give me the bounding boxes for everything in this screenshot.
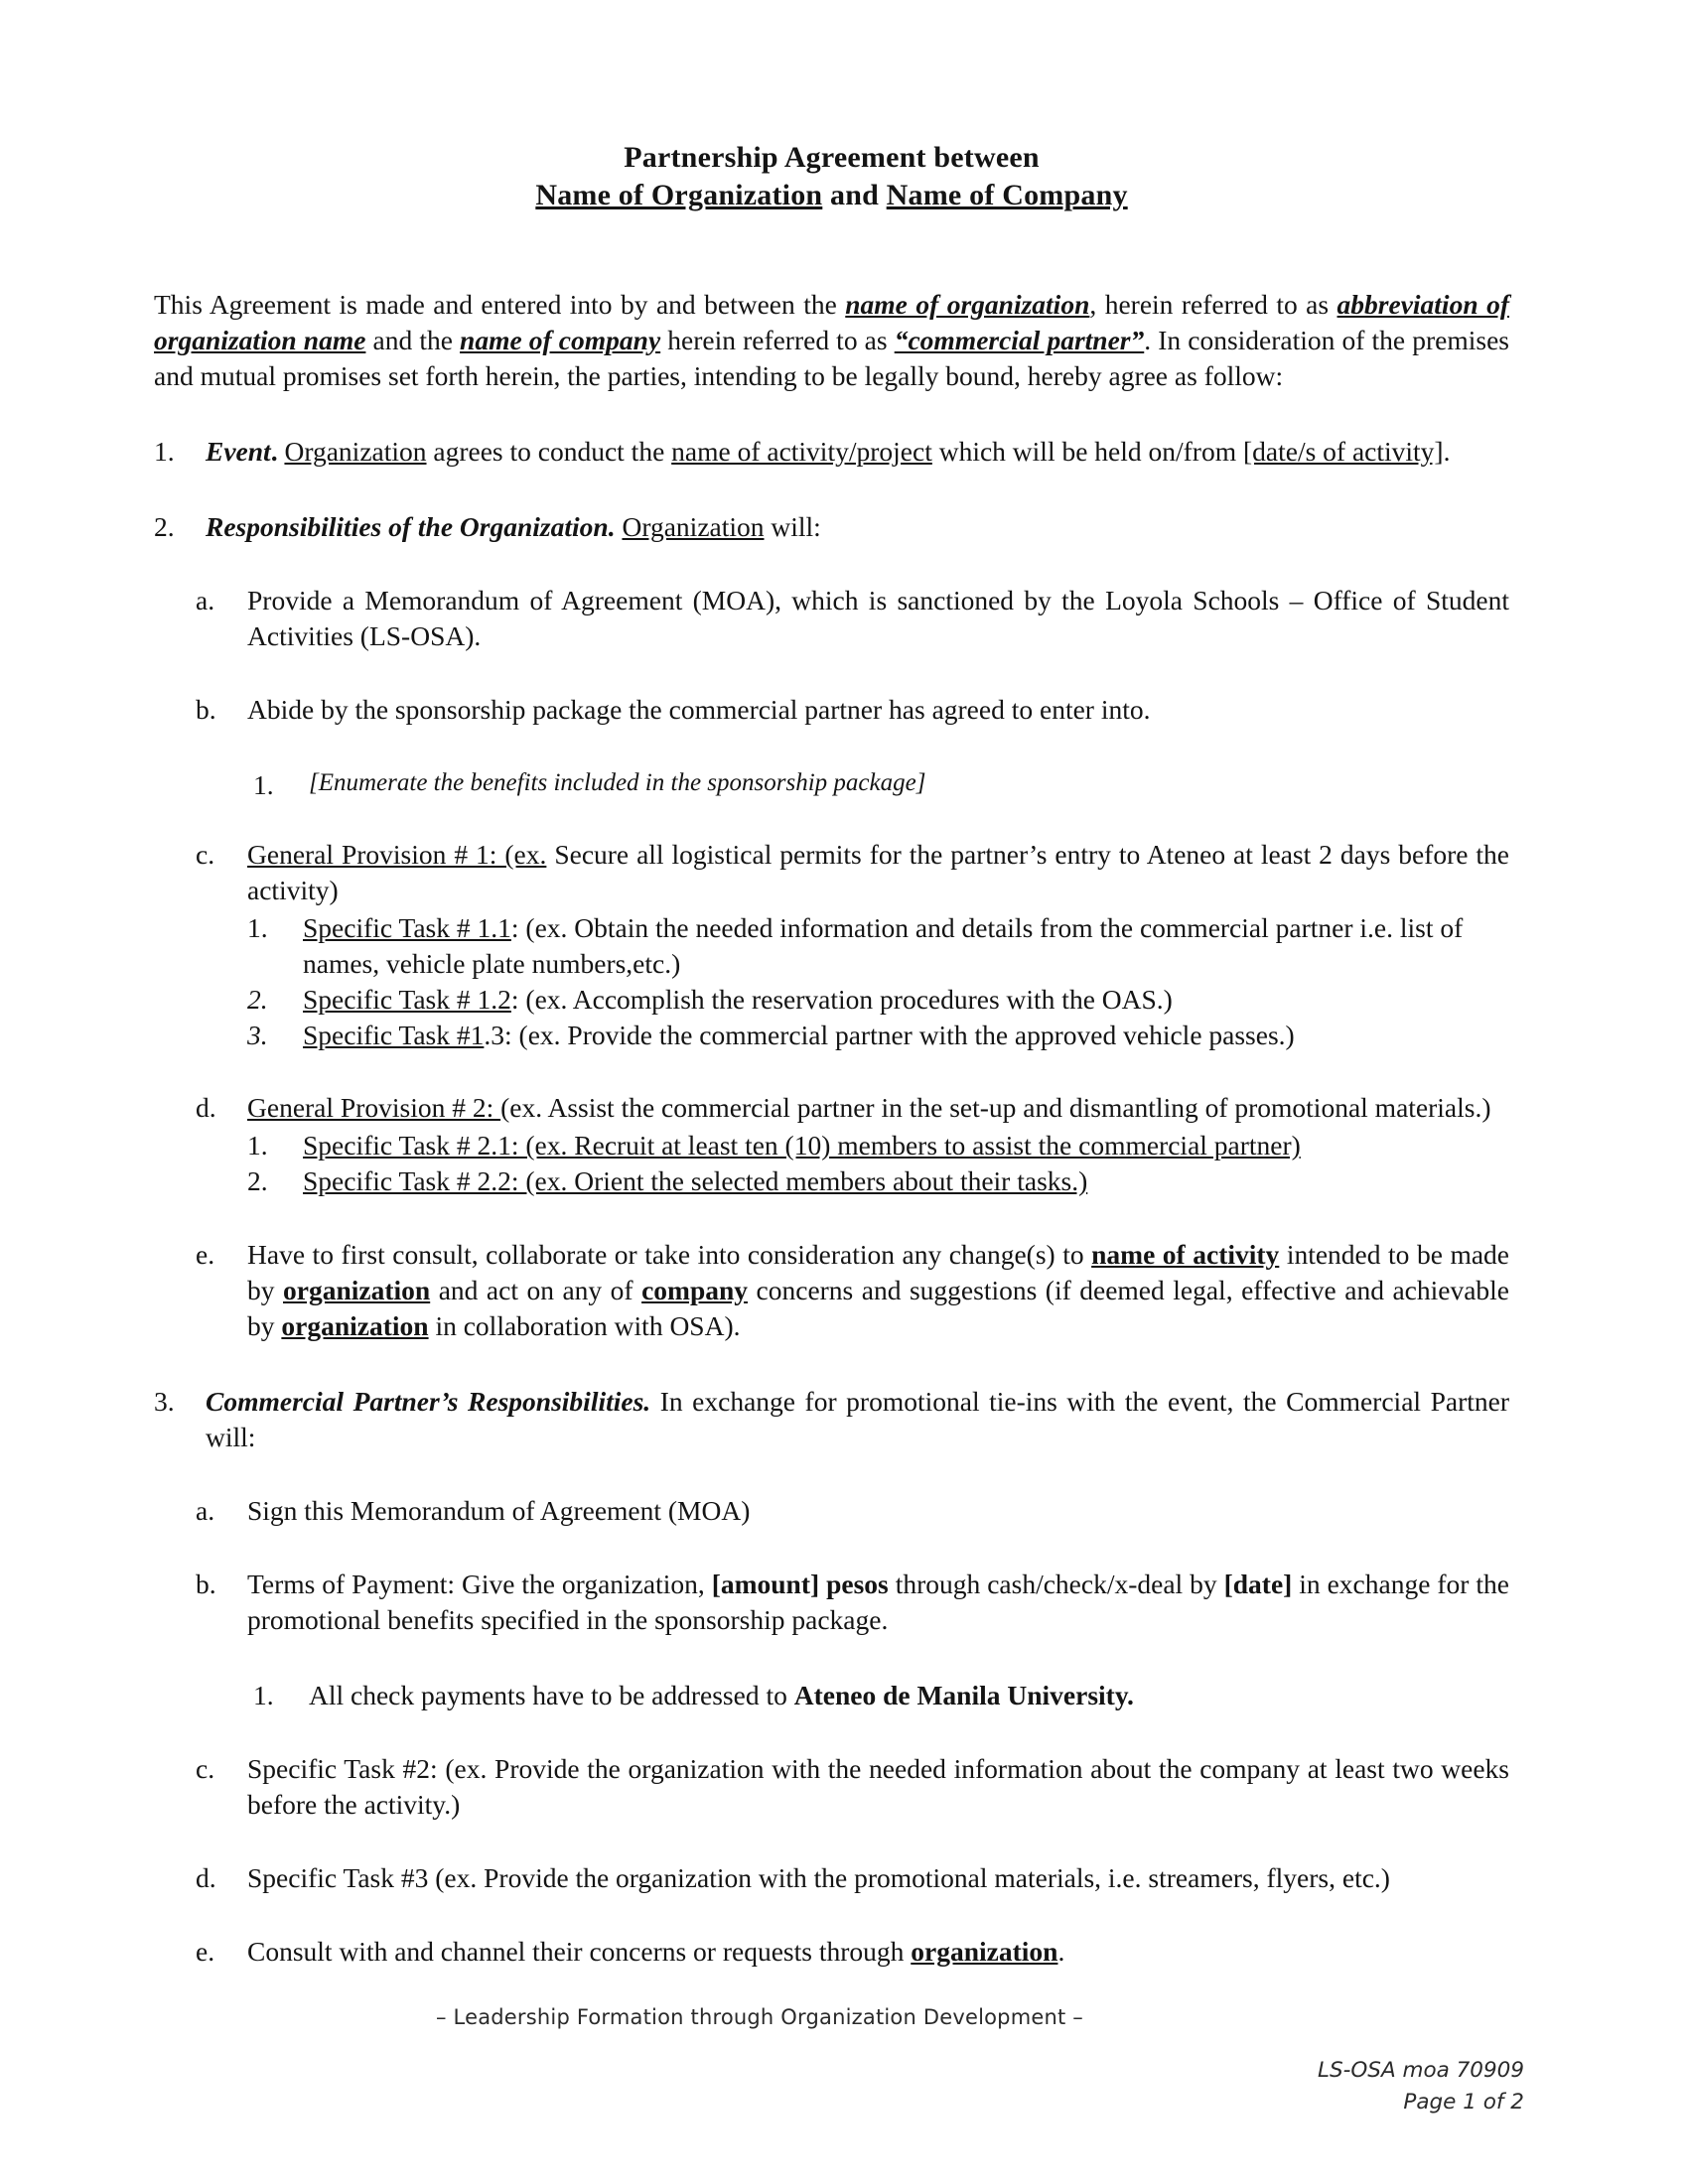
title-org-placeholder: Name of Organization <box>535 179 823 212</box>
section-3-item-d-text: Specific Task #3 (ex. Provide the organization with the promotional materials, i.e. streamers, flyers, etc.) <box>247 1861 1390 1893</box>
placeholder-organization-1: Organization <box>284 435 427 467</box>
section-2-item-e <box>196 1237 1509 1344</box>
intro-text-2: , herein referred to as <box>1089 288 1337 320</box>
section-3-b-text-1: Terms of Payment: Give the organization, <box>247 1569 712 1600</box>
section-1-body <box>206 434 1509 470</box>
specific-task-1-1-underline: Specific Task # 1.1 <box>303 912 511 944</box>
placeholder-activity-project: name of activity/project <box>671 435 932 467</box>
section-2-item-c-sub-1 <box>247 910 1509 982</box>
placeholder-abbreviation: abbreviation of organization name <box>154 288 1509 355</box>
section-2-item-d-marker: d. <box>196 1092 216 1124</box>
section-1-marker: 1. <box>154 435 175 467</box>
section-2-e-text-3: and act on any of <box>430 1274 642 1305</box>
placeholder-organization-3: organization <box>283 1274 431 1305</box>
section-3-item-c <box>196 1751 1509 1823</box>
general-provision-1-rest: Secure all logistical permits for the partner’s entry to Ateneo at least 2 days before the activity) <box>247 839 1509 906</box>
intro-text-4: herein referred to as <box>660 324 895 355</box>
section-2-item-c-marker: c. <box>196 839 215 871</box>
section-3-item-c-text: Specific Task #2: (ex. Provide the organization with the needed information about the company at least two weeks before the activity.) <box>247 1752 1509 1820</box>
section-3-item-a-text: Sign this Memorandum of Agreement (MOA) <box>247 1495 751 1527</box>
section-2-item-b-marker: b. <box>196 693 216 725</box>
specific-task-1-3-underline: Specific Task #1 <box>303 1019 485 1050</box>
section-2-item-d-text <box>247 1090 1509 1126</box>
placeholder-name-of-company: name of company <box>460 324 661 355</box>
section-2-item-d-sublist <box>154 1128 1509 1199</box>
section-2-item-c-sub-1-marker: 1. <box>247 912 268 944</box>
section-2-text-2: will: <box>764 510 821 542</box>
intro-text-5: . In consideration of the premises and mutual promises set forth herein, the parties, intending to be legally bound, hereby agree as follow: <box>154 324 1509 391</box>
section-3-item-b-sub-1 <box>253 1678 1509 1713</box>
section-2-item-d <box>196 1090 1509 1126</box>
section-2-item-c-sub-3-marker: 3. <box>247 1019 268 1050</box>
section-2-item-c-sub-3-text <box>303 1018 1509 1053</box>
section-2-item-a <box>196 583 1509 654</box>
section-2-item-c-sub-2-marker: 2. <box>247 983 268 1015</box>
specific-task-1-3-rest: .3: (ex. Provide the commercial partner with the approved vehicle passes.) <box>484 1019 1295 1050</box>
section-2-item-b-text: Abide by the sponsorship package the commercial partner has agreed to enter into. <box>247 693 1151 725</box>
placeholder-payment-date: [date] <box>1223 1569 1293 1600</box>
section-1-text-3: which will be held on/from <box>931 435 1243 467</box>
section-3-item-e <box>196 1934 1509 1970</box>
footer-tagline: – Leadership Formation through Organization Development – <box>435 2005 1083 2029</box>
section-2-body <box>206 509 1509 545</box>
section-2-item-e-text <box>247 1237 1509 1344</box>
section-3-b-text-2: through cash/check/x-deal by <box>888 1569 1224 1600</box>
title-company-placeholder: Name of Company <box>886 179 1128 212</box>
general-provision-1-underline: General Provision # 1: (ex. <box>247 839 547 871</box>
general-provision-2-underline: General Provision # 2: <box>247 1092 501 1124</box>
section-2-item-c-text <box>247 837 1509 908</box>
section-2-item-d-sub-1-marker: 1. <box>247 1130 268 1161</box>
placeholder-dates-of-activity: [date/s of activity] <box>1242 435 1444 467</box>
section-2-e-text-4: concerns and suggestions (if deemed legal, effective and achievable by <box>247 1274 1510 1341</box>
section-2-item-c-sub-1-text <box>303 910 1509 982</box>
check-payment-text: All check payments have to be addressed to <box>309 1680 794 1711</box>
intro-text-1: This Agreement is made and entered into by and between the <box>154 288 846 320</box>
section-2-responsibilities-organization <box>154 509 1509 545</box>
section-3-item-c-marker: c. <box>196 1752 215 1784</box>
specific-task-2-2-underline: Specific Task # 2.2: (ex. Orient the selected members about their tasks.) <box>303 1165 1088 1197</box>
specific-task-2-1-underline: Specific Task # 2.1: (ex. Recruit at least ten (10) members to assist the commercial partner) <box>303 1130 1301 1161</box>
document-content <box>154 139 1509 1970</box>
section-3-item-d-marker: d. <box>196 1861 216 1893</box>
page-title <box>154 139 1509 215</box>
section-2-e-text-5: in collaboration with OSA). <box>428 1309 741 1341</box>
section-2-item-b-sub-1 <box>253 767 1509 800</box>
payee-name: Ateneo de Manila University. <box>793 1680 1134 1711</box>
section-3-body <box>206 1384 1509 1455</box>
intro-paragraph <box>154 287 1509 394</box>
placeholder-amount-pesos: [amount] pesos <box>711 1569 889 1600</box>
section-3-item-d <box>196 1860 1509 1896</box>
page-footer <box>154 2005 1534 2119</box>
section-1-heading-punct: . <box>270 435 278 467</box>
section-3-item-b-marker: b. <box>196 1569 216 1600</box>
section-3-item-a-marker: a. <box>196 1495 215 1527</box>
placeholder-name-of-activity: name of activity <box>1091 1238 1280 1270</box>
section-2-heading: Responsibilities of the Organization. <box>206 510 616 542</box>
section-2-item-c-sub-3 <box>247 1018 1509 1053</box>
section-3-heading: Commercial Partner’s Responsibilities. <box>206 1386 651 1417</box>
section-1-event <box>154 434 1509 470</box>
section-3-b-text-3: in exchange for the promotional benefits specified in the sponsorship package. <box>247 1569 1509 1636</box>
section-2-e-text-2: intended to be made by <box>247 1238 1509 1305</box>
placeholder-organization-2: Organization <box>622 510 765 542</box>
placeholder-company-1: company <box>641 1274 749 1305</box>
intro-text-3: and the <box>365 324 461 355</box>
section-2-item-d-sub-2-text <box>303 1163 1509 1199</box>
section-2-item-d-sub-1 <box>247 1128 1509 1163</box>
section-3-e-text-1: Consult with and channel their concerns or requests through <box>247 1935 912 1967</box>
section-2-item-d-sub-2-marker: 2. <box>247 1165 268 1197</box>
placeholder-organization-4: organization <box>281 1309 429 1341</box>
section-2-item-b-sub-1-marker: 1. <box>253 768 274 800</box>
title-line-2 <box>154 177 1509 214</box>
general-provision-2-rest: (ex. Assist the commercial partner in the set-up and dismantling of promotional materials.) <box>500 1092 1491 1124</box>
section-2-item-d-sub-1-text <box>303 1128 1509 1163</box>
footer-page-number: Page 1 of 2 <box>1403 2090 1524 2116</box>
placeholder-name-of-organization: name of organization <box>845 288 1090 320</box>
section-3-marker: 3. <box>154 1386 175 1417</box>
section-3-item-b-text <box>247 1567 1509 1638</box>
title-line-1: Partnership Agreement between <box>624 141 1040 174</box>
section-2-item-a-text: Provide a Memorandum of Agreement (MOA), which is sanctioned by the Loyola Schools – Office of Student Activities (LS-OSA). <box>247 584 1509 651</box>
footer-doc-code: LS-OSA moa 70909 <box>1318 2058 1524 2083</box>
section-3-commercial-partner-responsibilities <box>154 1384 1509 1455</box>
section-3-item-e-text <box>247 1934 1509 1970</box>
section-2-item-c-sub-2-text <box>303 982 1509 1018</box>
section-2-marker: 2. <box>154 510 175 542</box>
section-1-text-4: . <box>1443 435 1451 467</box>
section-2-item-c-sublist <box>154 910 1509 1052</box>
specific-task-1-1-rest: : (ex. Obtain the needed information and details from the commercial partner i.e. list of names, vehicle plate numbers,etc.) <box>303 912 1464 980</box>
section-2-item-c-sub-2 <box>247 982 1509 1018</box>
section-2-e-text-1: Have to first consult, collaborate or take into consideration any change(s) to <box>247 1238 1092 1270</box>
title-conjunction: and <box>822 179 887 212</box>
section-3-item-b-sub-1-text <box>309 1678 1509 1713</box>
section-2-item-e-marker: e. <box>196 1238 215 1270</box>
placeholder-organization-5: organization <box>911 1935 1058 1967</box>
section-3-item-e-marker: e. <box>196 1935 215 1967</box>
placeholder-commercial-partner: “commercial partner” <box>894 324 1145 355</box>
section-1-text-2: agrees to conduct the <box>426 435 672 467</box>
section-2-item-b-sub-1-text: [Enumerate the benefits included in the sponsorship package] <box>309 768 926 796</box>
section-3-text-1: In exchange for promotional tie-ins with the event, the Commercial Partner will: <box>206 1386 1509 1453</box>
specific-task-1-2-rest: : (ex. Accomplish the reservation procedures with the OAS.) <box>510 983 1173 1015</box>
section-2-item-d-sub-2 <box>247 1163 1509 1199</box>
section-2-item-a-marker: a. <box>196 584 215 615</box>
section-2-item-b <box>196 692 1509 728</box>
section-3-item-b-sub-1-marker: 1. <box>253 1680 274 1711</box>
section-3-e-text-2: . <box>1057 1935 1065 1967</box>
footer-meta <box>154 2055 1534 2119</box>
section-2-item-c <box>196 837 1509 908</box>
section-3-item-b <box>196 1567 1509 1638</box>
section-3-item-a <box>196 1493 1509 1529</box>
section-1-heading: Event <box>206 435 271 467</box>
specific-task-1-2-underline: Specific Task # 1.2 <box>303 983 511 1015</box>
